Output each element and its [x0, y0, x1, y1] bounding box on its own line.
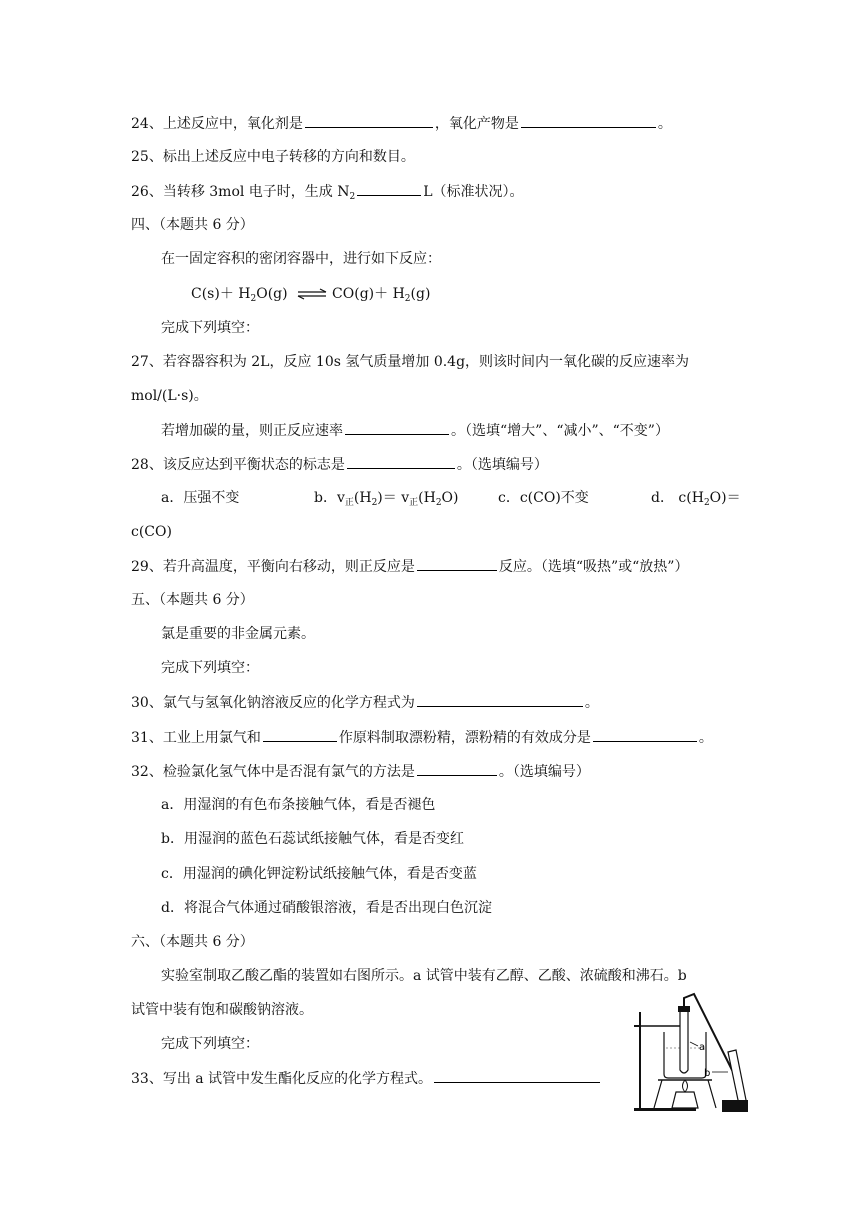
support-block — [722, 1100, 748, 1112]
q28-option-b-sub-3: 正 — [409, 498, 419, 508]
q28-option-b-sub-4: 2 — [435, 498, 442, 508]
q24-text-b: ，氧化产物是 — [434, 116, 519, 132]
q29-text-a: 29、若升高温度，平衡向右移动，则正反应是 — [131, 559, 415, 575]
alcohol-lamp — [672, 1092, 698, 1108]
q30-text-b: 。 — [584, 695, 599, 711]
q28-option-b-text-2: (H — [353, 490, 372, 506]
section-5-title: 五、（本题共 6 分） — [131, 592, 254, 608]
q26-text-b: L（标准状况）。 — [423, 184, 524, 200]
q32-line — [131, 761, 590, 782]
reversible-arrow-icon — [296, 288, 328, 300]
q28-blank-answer[interactable] — [347, 454, 455, 469]
eq-right-sub: 2 — [404, 294, 411, 304]
q28-option-d-text-2: O)＝ — [709, 490, 741, 506]
equilibrium-equation — [191, 284, 430, 309]
section-4-fill: 完成下列填空： — [161, 320, 259, 336]
section-4-title: 四、（本题共 6 分） — [131, 217, 254, 233]
q26-text-a: 26、当转移 3mol 电子时，生成 N — [131, 184, 350, 200]
q26-line — [131, 181, 524, 207]
q28-option-d-sub: 2 — [703, 498, 710, 508]
tube-b — [728, 1050, 746, 1103]
q27-blank-rate[interactable] — [345, 420, 449, 435]
q25-line: 25、标出上述反应中电子转移的方向和数目。 — [131, 149, 415, 165]
q29-line — [131, 556, 688, 577]
q24-text-c: 。 — [657, 116, 672, 132]
q33-line — [131, 1068, 602, 1089]
q27-text-c: 若增加碳的量，则正反应速率 — [161, 423, 343, 439]
q28-option-b — [314, 488, 459, 513]
q28-option-b-text-3: )＝ v — [377, 490, 410, 506]
q28-line — [131, 454, 548, 475]
section-5-intro: 氯是重要的非金属元素。 — [161, 626, 315, 642]
q30-text-a: 30、氯气与氢氧化钠溶液反应的化学方程式为 — [131, 695, 415, 711]
q24-text-a: 24、上述反应中，氧化剂是 — [131, 116, 303, 132]
q31-text-b: 作原料制取漂粉精，漂粉精的有效成分是 — [338, 730, 591, 746]
section-4-intro: 在一固定容积的密闭容器中，进行如下反应： — [161, 251, 441, 267]
q29-blank-heat[interactable] — [417, 556, 497, 571]
eq-right-2: (g) — [410, 286, 431, 302]
q32-text-b: 。（选填编号） — [498, 764, 590, 780]
q27-line-2: mol/(L·s)。 — [131, 388, 208, 404]
q27-line-3 — [161, 420, 669, 441]
label-b: b — [704, 1068, 711, 1079]
q28-option-b-sub-2: 2 — [371, 498, 378, 508]
q32-option-d: d．将混合气体通过硝酸银溶液，看是否出现白色沉淀 — [161, 900, 492, 916]
q31-blank-active-ingredient[interactable] — [593, 727, 697, 742]
q31-text-a: 31、工业上用氯气和 — [131, 730, 261, 746]
q28-option-b-text-5: O) — [441, 490, 459, 506]
section-6-title: 六、（本题共 6 分） — [131, 934, 254, 950]
eq-left-2: O(g) — [256, 286, 288, 302]
q28-option-b-text-4: (H — [418, 490, 436, 506]
q28-option-d-text-1: d． c(H — [651, 490, 704, 506]
q28-option-d — [651, 488, 741, 513]
section-6-intro-2: 试管中装有饱和碳酸钠溶液。 — [131, 1002, 313, 1018]
q26-sub: 2 — [349, 192, 356, 202]
delivery-tube — [684, 994, 738, 1082]
esterification-apparatus-figure — [628, 992, 752, 1116]
q32-blank-answer[interactable] — [417, 761, 497, 776]
q28-option-b-text-1: b．v — [314, 490, 345, 506]
tube-a — [680, 1010, 688, 1073]
q32-text-a: 32、检验氯化氢气体中是否混有氯气的方法是 — [131, 764, 415, 780]
q33-blank-equation[interactable] — [434, 1068, 600, 1083]
q27-line-1: 27、若容器容积为 2L，反应 10s 氢气质量增加 0.4g，则该时间内一氧化碳的反应速率为 — [131, 354, 690, 370]
q28-option-b-sub-1: 正 — [344, 498, 354, 508]
section-5-fill: 完成下列填空： — [161, 660, 259, 676]
q28-option-c: c．c(CO)不变 — [498, 490, 589, 506]
q28-option-d-cont: c(CO) — [131, 524, 172, 540]
q32-option-a: a．用湿润的有色布条接触气体，看是否褪色 — [161, 797, 436, 813]
label-a: a — [699, 1042, 706, 1053]
eq-left: C(s)＋ H — [191, 286, 251, 302]
q24-line — [131, 113, 672, 134]
q27-text-d: 。（选填“增大”、“减小”、“不变”） — [451, 423, 669, 439]
q28-text-a: 28、该反应达到平衡状态的标志是 — [131, 457, 345, 473]
q24-blank-oxidant[interactable] — [305, 113, 433, 128]
q24-blank-oxidation-product[interactable] — [521, 113, 656, 128]
section-6-intro-1: 实验室制取乙酸乙酯的装置如右图所示。a 试管中装有乙醇、乙酸、浓硫酸和沸石。b — [161, 968, 687, 984]
q33-text-a: 33、写出 a 试管中发生酯化反应的化学方程式。 — [131, 1071, 433, 1087]
q31-blank-raw-material[interactable] — [263, 727, 337, 742]
q28-text-b: 。（选填编号） — [456, 457, 548, 473]
eq-right: CO(g)＋ H — [332, 286, 405, 302]
q26-blank-volume[interactable] — [357, 181, 421, 196]
eq-left-sub: 2 — [250, 294, 257, 304]
q31-text-c: 。 — [698, 730, 713, 746]
q28-option-a: a．压强不变 — [161, 490, 240, 506]
q29-text-b: 反应。（选填“吸热”或“放热”） — [498, 559, 689, 575]
q30-blank-equation[interactable] — [417, 692, 583, 707]
flame — [683, 1080, 688, 1092]
section-6-fill: 完成下列填空： — [161, 1036, 259, 1052]
q31-line — [131, 727, 713, 748]
q32-option-c: c．用湿润的碘化钾淀粉试纸接触气体，看是否变蓝 — [161, 866, 477, 882]
q30-line — [131, 692, 599, 713]
q32-option-b: b．用湿润的蓝色石蕊试纸接触气体，看是否变红 — [161, 831, 464, 847]
